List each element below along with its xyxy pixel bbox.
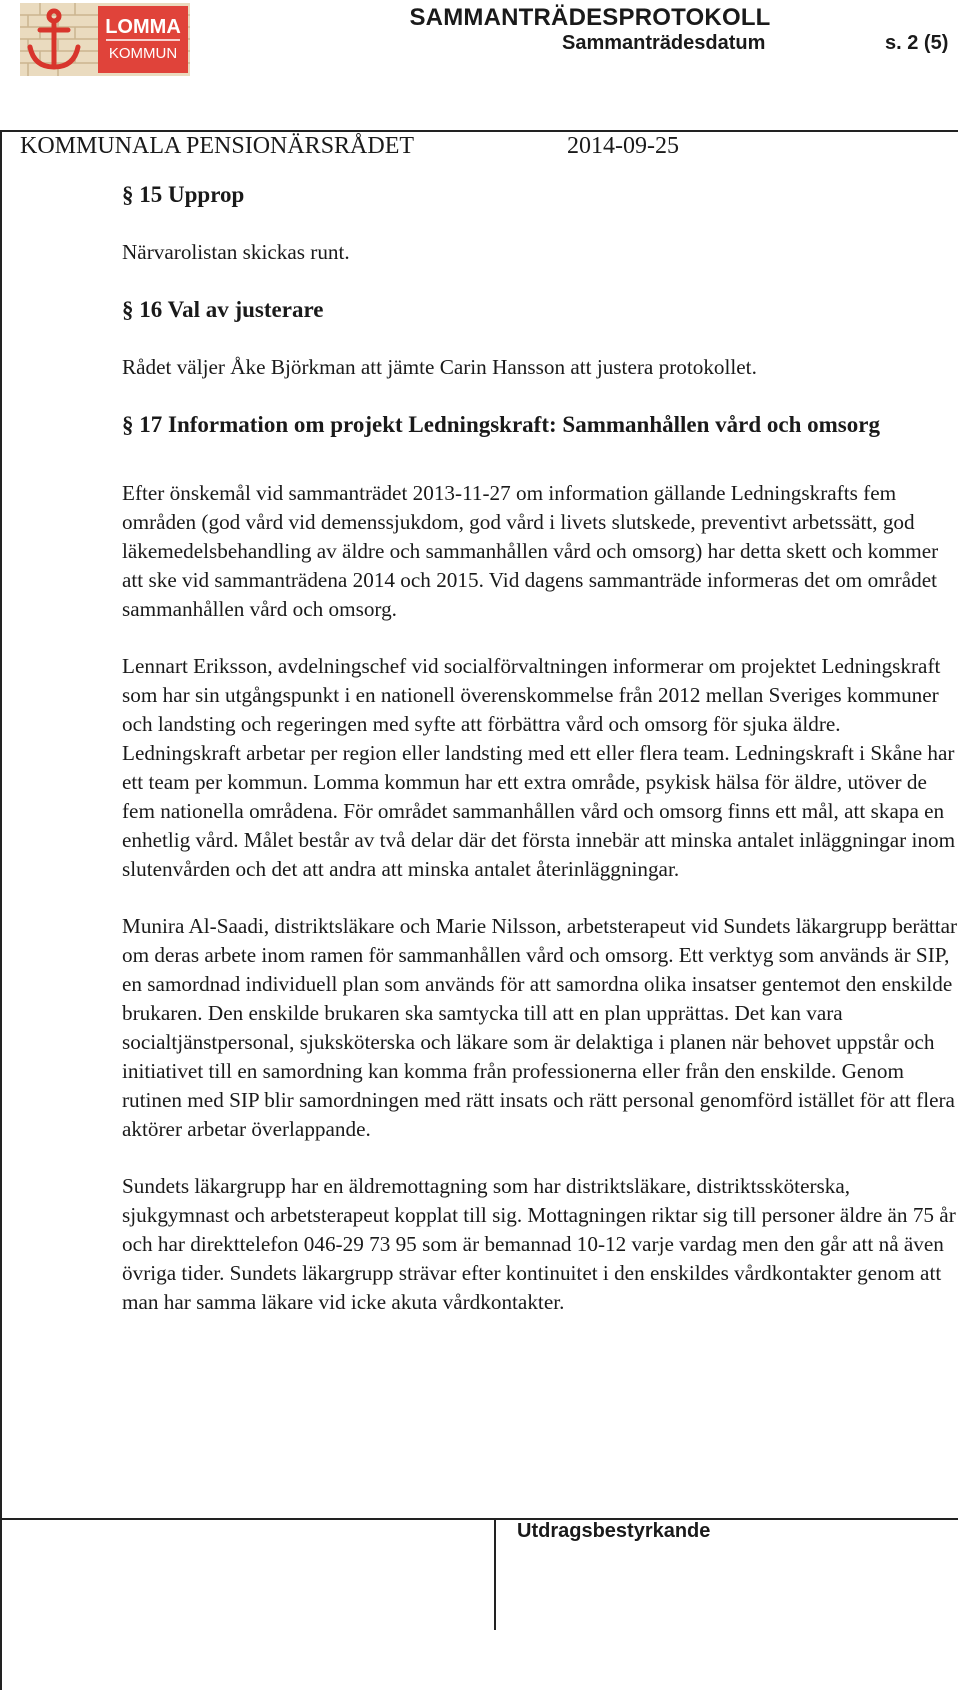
logo-lomma-text: LOMMA xyxy=(105,16,181,38)
section-paragraph: Närvarolistan skickas runt. xyxy=(122,240,350,264)
section-paragraph: Sundets läkargrupp har en äldremottagning som har distriktsläkare, distriktssköterska, sjukgymnast och arbetsterapeut kopplat till sig. Mottagningen riktar sig till personer äldre än 75 år och har direkttelefon 046-29 73 95 som är bemannad 10-12 varje vardag men den går att nå även övriga tider. Sundets läkargrupp strävar efter kontinuitet i den enskildes vårdkontakter genom att man har samma läkare vid icke akuta vårdkontakter. xyxy=(122,1174,956,1314)
logo-kommun-text: KOMMUN xyxy=(108,45,178,62)
section-heading: § 15 Upprop xyxy=(122,182,245,207)
section-paragraph: Efter önskemål vid sammanträdet 2013-11-27 om information gällande Ledningskrafts fem områden (god vård vid demenssjukdom, god vård i livets slutskede, preventivt arbetssätt, god läkemedelsbehandling av äldre och sammanhållen vård och omsorg) har detta skett och kommer att ske vid sammanträdena 2014 och 2015. Vid dagens sammanträde informeras det om området sammanhållen vård och omsorg. xyxy=(122,481,939,621)
document-title: SAMMANTRÄDESPROTOKOLL xyxy=(409,4,771,31)
section-heading: § 16 Val av justerare xyxy=(122,297,324,322)
left-margin-line xyxy=(0,130,2,1690)
footer-column-divider xyxy=(494,1518,496,1630)
meeting-date: 2014-09-25 xyxy=(567,133,679,159)
page-number: s. 2 (5) xyxy=(885,32,949,54)
meeting-date-label: Sammanträdesdatum xyxy=(562,32,766,54)
section-paragraph: Munira Al-Saadi, distriktsläkare och Marie Nilsson, arbetsterapeut vid Sundets läkargrupp berättar om deras arbete inom ramen för sammanhållen vård och omsorg. Ett verktyg som används är SIP, en samordnad individuell plan som används för att samordna olika insatser gentemot den enskilde brukaren. Den enskilde brukaren ska samtycka till att en plan upprättas. Det kan vara socialtjänstpersonal, sjuksköterska och läkare som är delaktiga i planen när behovet uppstår och initiativet till en samordning kan komma från professionerna eller från den enskilde. Genom rutinen med SIP blir samordningen med rätt insats och rätt personal genomförd istället för att flera aktörer arbetar överlappande. xyxy=(122,914,958,1141)
section-17 xyxy=(122,410,958,1317)
lomma-kommun-logo xyxy=(20,3,190,76)
header-divider xyxy=(0,130,958,132)
section-heading: § 17 Information om projekt Ledningskraft: Sammanhållen vård och omsorg xyxy=(122,412,880,437)
section-paragraph: Lennart Eriksson, avdelningschef vid socialförvaltningen informerar om projektet Ledningskraft som har sin utgångspunkt i en nationell överenskommelse från 2012 mellan Sveriges kommuner och landsting och regeringen med syfte att förbättra vård och omsorg för sjuka äldre. Ledningskraft arbetar per region eller landsting med ett eller flera team. Ledningskraft i Skåne har ett team per kommun. Lomma kommun har ett extra område, psykisk hälsa för äldre, utöver de fem nationella områdena. För området sammanhållen vård och omsorg finns ett mål, att skapa en enhetlig vård. Målet består av två delar där det första innebär att minska antalet inläggningar inom slutenvården och det att andra att minska antalet återinläggningar. xyxy=(122,654,956,881)
section-15 xyxy=(122,180,958,267)
minutes-body xyxy=(122,180,958,1317)
footer-divider xyxy=(0,1518,958,1520)
section-paragraph: Rådet väljer Åke Björkman att jämte Carin Hansson att justera protokollet. xyxy=(122,355,757,379)
certification-label: Utdragsbestyrkande xyxy=(517,1520,711,1542)
section-16 xyxy=(122,295,958,382)
council-name: KOMMUNALA PENSIONÄRSRÅDET xyxy=(20,133,415,159)
